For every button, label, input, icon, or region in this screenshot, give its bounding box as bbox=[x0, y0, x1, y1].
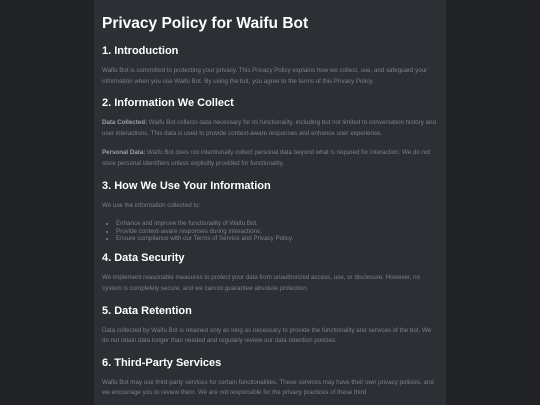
section-third-party bbox=[102, 356, 438, 399]
section-introduction bbox=[102, 44, 438, 87]
section-heading: 4. Data Security bbox=[102, 252, 185, 265]
list-item: • Provide context-aware responses during interactions. bbox=[116, 228, 438, 235]
section-heading: 5. Data Retention bbox=[102, 304, 192, 317]
section-paragraph: We implement reasonable measures to protect your data from unauthorized access, use, or disclosure. However, no system is completely secure, and we cannot guarantee absolute protection. bbox=[102, 274, 421, 292]
section-heading: 3. How We Use Your Information bbox=[102, 179, 271, 192]
list-item: • Enhance and improve the functionality of Waifu Bot. bbox=[116, 220, 438, 227]
paragraph-text: Waifu Bot does not intentionally collect personal data beyond what is required for interaction. We do not store personal identifiers unless explicitly provided for functionality. bbox=[102, 149, 431, 167]
usage-list bbox=[102, 220, 438, 242]
section-heading: 2. Information We Collect bbox=[102, 97, 234, 110]
section-paragraph: Waifu Bot may use third-party services for certain functionalities. These services may have their own privacy policies, and we encourage you to review them. We are not responsible for the privacy practices of these third bbox=[102, 378, 434, 397]
section-paragraph: We use the information collected to: bbox=[102, 201, 201, 209]
paragraph-label: Data Collected: bbox=[102, 119, 148, 127]
section-data-security bbox=[102, 251, 438, 294]
section-paragraph bbox=[102, 148, 438, 169]
section-how-we-use bbox=[102, 179, 438, 243]
section-paragraph: Data collected by Waifu Bot is retained only as long as necessary to provide the functionality and services of the bot. We do not retain data longer than needed and regularly review our data retention policies. bbox=[102, 326, 432, 345]
section-heading: 1. Introduction bbox=[102, 45, 179, 57]
page-title: Privacy Policy for Waifu Bot bbox=[102, 15, 309, 32]
policy-page bbox=[94, 0, 446, 405]
list-item: • Ensure compliance with our Terms of Service and Privacy Policy. bbox=[116, 235, 438, 242]
section-information-we-collect bbox=[102, 96, 438, 169]
section-paragraph bbox=[102, 118, 438, 139]
paragraph-text: Waifu Bot collects data necessary for its functionality, including but not limited to conversation history and user interactions. This data is used to provide context-aware responses and enhance user experience. bbox=[102, 119, 436, 137]
section-paragraph: Waifu Bot is committed to protecting your privacy. This Privacy Policy explains how we collect, use, and safeguard your information when you use Waifu Bot. By using the bot, you agree to the terms of this Privacy Policy. bbox=[102, 67, 428, 85]
section-heading: 6. Third-Party Services bbox=[102, 356, 222, 369]
paragraph-label: Personal Data: bbox=[102, 149, 146, 157]
section-data-retention bbox=[102, 304, 438, 347]
